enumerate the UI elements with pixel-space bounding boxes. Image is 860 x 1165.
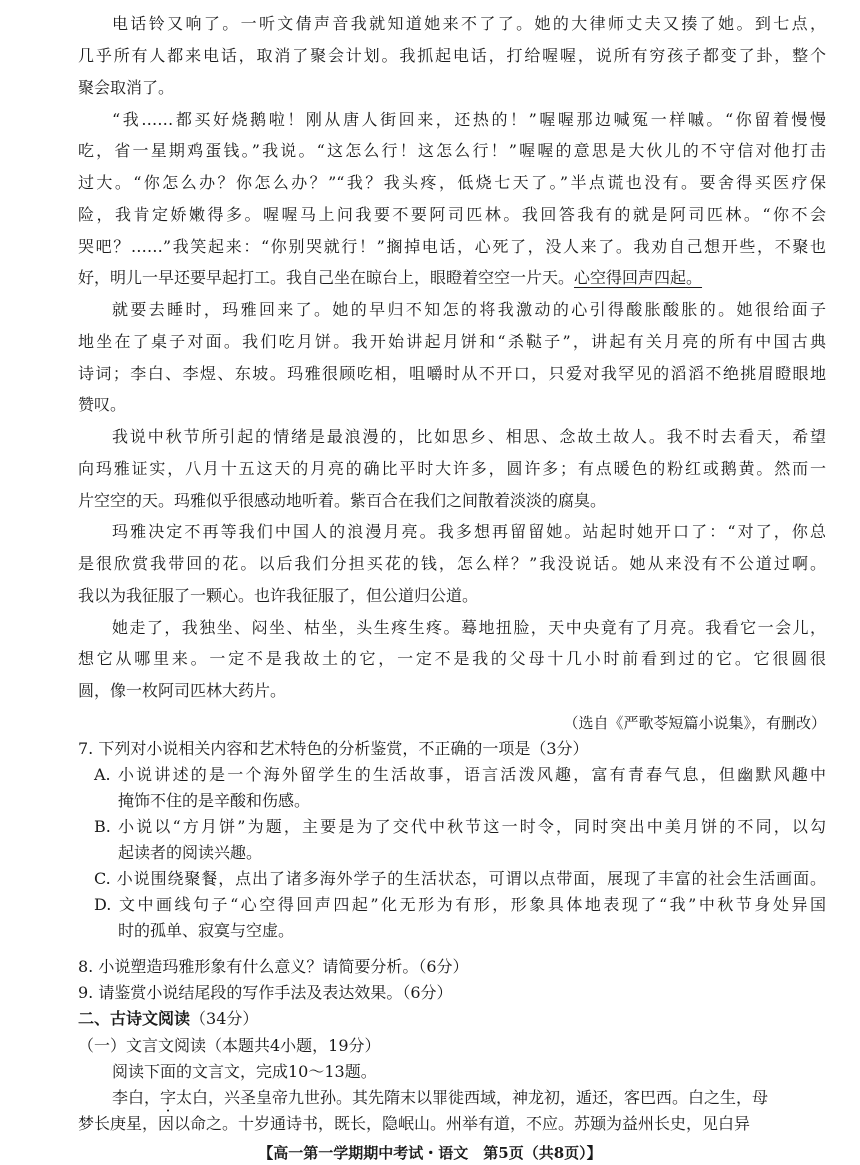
text-line: 聚会取消了。 [78, 78, 175, 97]
section-title: 二、古诗文阅读 [78, 1009, 191, 1028]
text-line: 电话铃又响了。一听文倩声音我就知道她来不了了。她的大律师丈夫又揍了她。到七点， [112, 14, 826, 33]
text-line: 几乎所有人都来电话，取消了聚会计划。我抓起电话，打给喔喔，说所有穷孩子都变了卦，整个 [78, 46, 826, 65]
emphasis-dotted-char: 字 [160, 1088, 177, 1107]
instruction: 阅读下面的文言文，完成10～13题。 [112, 1062, 377, 1081]
text-line: “我……都买好烧鹅啦！刚从唐人街回来，还热的！”喔喔那边喊冤一样嘁。“你留着慢慢 [112, 110, 826, 129]
text-line: 是很欣赏我带回的花。以后我们分担买花的钱，怎么样？”我没说话。她从来没有不公道过啊。 [78, 554, 826, 573]
question-7: 7. 下列对小说相关内容和艺术特色的分析鉴赏，不正确的一项是（3分） [78, 739, 589, 758]
section-2-heading [0, 1009, 860, 1029]
option-d-cont: 时的孤单、寂寞与空虚。 [118, 921, 295, 940]
text-line: 险，我肯定娇嫩得多。喔喔马上问我要不要阿司匹林。我回答我有的就是阿司匹林。“你不会 [78, 205, 826, 224]
text-line: 我以为我征服了一颗心。也许我征服了，但公道归公道。 [78, 586, 479, 605]
question-8: 8. 小说塑造玛雅形象有什么意义？请简要分析。（6分） [78, 957, 469, 976]
text-line: 就要去睡时，玛雅回来了。她的早归不知怎的将我激动的心引得酸胀酸胀的。她很给面子 [112, 300, 826, 319]
subsection-heading: （一）文言文阅读（本题共4小题，19分） [78, 1036, 381, 1055]
text-line: 哭吧？……”我笑起来：“你别哭就行！”搁掉电话，心死了，没人来了。我劝自己想开些，不聚也 [78, 237, 826, 256]
question-9: 9. 请鉴赏小说结尾段的写作手法及表达效果。（6分） [78, 983, 453, 1002]
text-line [0, 268, 860, 288]
text-line: 玛雅决定不再等我们中国人的浪漫月亮。我多想再留留她。站起时她开口了：“对了，你总 [112, 522, 826, 541]
text-line: 诗词；李白、李煜、东坡。玛雅很顾吃相，咀嚼时从不开口，只爱对我罕见的滔滔不绝挑眉瞪眼地 [78, 364, 826, 383]
text-line: 我说中秋节所引起的情绪是最浪漫的，比如思乡、相思、念故土故人。我不时去看天，希望 [112, 427, 826, 446]
text-line: 地坐在了桌子对面。我们吃月饼。我开始讲起月饼和“杀鞑子”，讲起有关月亮的所有中国古典 [78, 332, 826, 351]
text-line: 向玛雅证实，八月十五这天的月亮的确比平时大许多，圆许多；有点暖色的粉红或鹅黄。然而一 [78, 459, 826, 478]
text-line: 圆，像一枚阿司匹林大药片。 [78, 681, 287, 700]
text-line: 吃，省一星期鸡蛋钱。”我说。“这怎么行！这怎么行！”喔喔的意思是大伙儿的不守信对他打击 [78, 141, 826, 160]
option-a: A. 小说讲述的是一个海外留学生的生活故事，语言活泼风趣，富有青春气息，但幽默风趣中 [94, 765, 826, 784]
text-line: 过大。“你怎么办？你怎么办？”“我？我头疼，低烧七天了。”半点谎也没有。要舍得买医疗保 [78, 173, 826, 192]
option-c: C. 小说围绕聚餐，点出了诸多海外学子的生活状态，可谓以点带面，展现了丰富的社会生活画面。 [94, 869, 826, 888]
text-span: 好，明儿一早还要早起打工。我自己坐在晾台上，眼瞪着空空一片天。 [78, 268, 575, 287]
text-span: 字太白，兴圣皇帝九世孙。其先隋末以罪徙西域，神龙初，遁还，客巴西。白之生，母 [160, 1088, 769, 1107]
text-line: 想它从哪里来。一定不是我故土的它，一定不是我的父母十几小时前看到过的它。它很圆很 [78, 649, 826, 668]
section-points: （34分） [190, 1009, 259, 1028]
option-b: B. 小说以“方月饼”为题，主要是为了交代中秋节这一时令，同时突出中美月饼的不同，以勾 [94, 817, 826, 836]
option-d: D. 文中画线句子“心空得回声四起”化无形为有形，形象具体地表现了“我”中秋节身处异国 [94, 895, 826, 914]
underlined-sentence: 心空得回声四起。 [574, 268, 703, 287]
page-footer: 【高一第一学期期中考试・语文 第5页（共8页）】 [0, 1143, 860, 1163]
option-b-cont: 起读者的阅读兴趣。 [118, 843, 263, 862]
option-a-cont: 掩饰不住的是辛酸和伤感。 [118, 791, 311, 810]
classical-text-1 [0, 1088, 860, 1108]
source-citation: （选自《严歌苓短篇小说集》，有删改） [563, 714, 826, 732]
text-line: 她走了，我独坐、闷坐、枯坐，头生疼生疼。蓦地扭脸，天中央竟有了月亮。我看它一会儿， [112, 618, 826, 637]
classical-text-2: 梦长庚星，因以命之。十岁通诗书，既长，隐岷山。州举有道，不应。苏颋为益州长史，见白异 [78, 1114, 751, 1133]
text-line: 片空空的天。玛雅似乎很感动地听着。紫百合在我们之间散着淡淡的腐臭。 [78, 491, 607, 510]
text-line: 赞叹。 [78, 395, 127, 414]
text-span: 李白， [112, 1088, 161, 1107]
